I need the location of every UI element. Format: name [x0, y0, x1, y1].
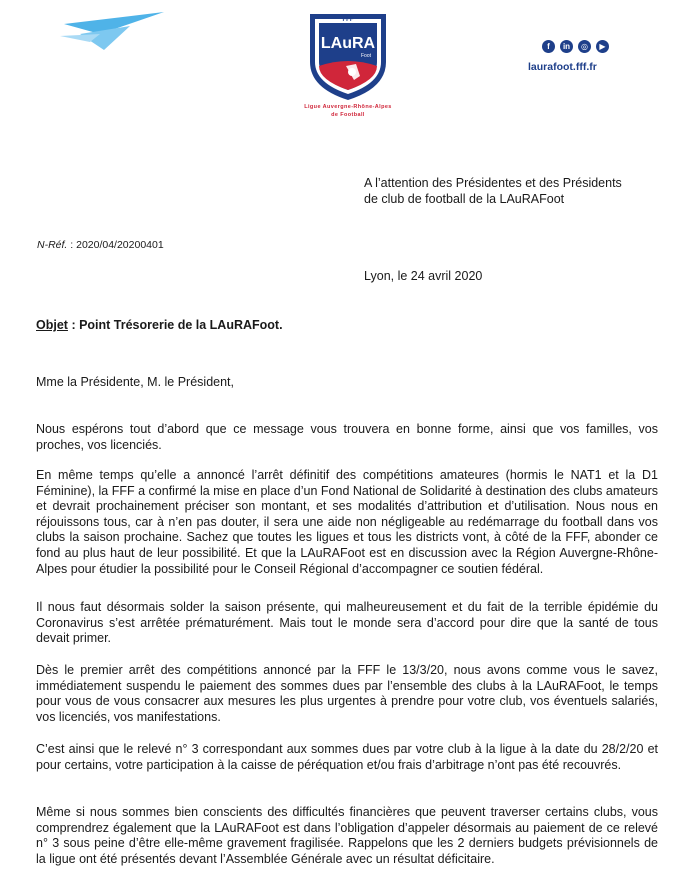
reference-label: N-Réf. [37, 239, 68, 251]
letter-date: Lyon, le 24 avril 2020 [364, 269, 483, 283]
brand-arrow-logo [60, 12, 164, 52]
subject-text: : Point Trésorerie de la LAuRAFoot. [71, 318, 283, 332]
linkedin-icon[interactable]: in [560, 40, 573, 53]
body-paragraph: Il nous faut désormais solder la saison présente, qui malheureusement et du fait de la terrible épidémie du Coronavirus s’est arrêtée prématurément. Mais tout le monde sera d’accord pour dire que la santé de tous devait primer. [36, 600, 658, 646]
crest-sub-text: Foot [360, 53, 372, 59]
crest-name-text: LAuRA [320, 35, 376, 52]
body-paragraph: Dès le premier arrêt des compétitions annoncé par la FFF le 13/3/20, nous avons comme vous le savez, immédiatement suspendu le paiement des sommes dues par l’ensemble des clubs à la LAuRAFoot, le temps pour vous de vous consacrer aux mesures les plus urgentes à prendre pour votre club, vos éventuels salariés, vos licenciés, vos manifestations. [36, 663, 658, 724]
body-paragraph: Nous espérons tout d’abord que ce message vous trouvera en bonne forme, ainsi que vos familles, vos proches, vos licenciés. [36, 422, 658, 452]
address-line-1: A l’attention des Présidentes et des Présidents [364, 176, 622, 190]
league-name-line1: Ligue Auvergne-Rhône-Alpes [304, 104, 392, 110]
recipient-address [364, 176, 664, 207]
youtube-icon[interactable]: ▶ [596, 40, 609, 53]
body-paragraph: Même si nous sommes bien conscients des difficultés financières que peuvent traverser certains clubs, vous comprendrez également que la LAuRAFoot est dans l’obligation d’appeler désormais au paiement de ce relevé n° 3 sous peine d’être elle-même gravement fragilisée. Rappelons que les 2 derniers budgets prévisionnels de la ligue ont été présentés devant l’Assemblée Générale avec un résultat déficitaire. [36, 805, 658, 866]
address-line-2: de club de football de la LAuRAFoot [364, 191, 565, 206]
body-paragraph: C’est ainsi que le relevé n° 3 correspondant aux sommes dues par votre club à la ligue à la date du 28/2/20 et pour certains, votre participation à la caisse de péréquation et/ou frais d’arbitrage n’ont pas été recouvrés. [36, 742, 658, 772]
reference-line [37, 238, 164, 254]
greeting: Mme la Présidente, M. le Président, [36, 375, 234, 389]
crest-top-text: FFF [342, 17, 354, 23]
instagram-icon[interactable]: ◎ [578, 40, 591, 53]
social-links [542, 40, 609, 53]
laurafoot-crest-logo [306, 10, 390, 102]
subject-line [36, 318, 283, 334]
reference-value: : 2020/04/20200401 [70, 239, 164, 251]
body-paragraph: En même temps qu’elle a annoncé l’arrêt définitif des compétitions amateures (hormis le NAT1 et la D1 Féminine), la FFF a confirmé la mise en place d’un Fond National de Solidarité à destination des clubs amateurs et devrait prochainement préciser son montant, et ses modalités d’attribution et d’utilisation. Nous nous en réjouissons tous, car à n’en pas douter, il sera une aide non négligeable au redémarrage du football dans vos clubs la saison prochaine. Sachez que toutes les ligues et tous les districts vont, à côté de la FFF, abonder ce fond au plus haut de leur possibilité. Et que la LAuRAFoot est en discussion avec la Région Auvergne-Rhône-Alpes pour étudier la possibilité pour le Conseil Régional d’accompagner ce soutien fédéral. [36, 468, 658, 576]
league-name-line2: de Football [331, 112, 365, 118]
facebook-icon[interactable]: f [542, 40, 555, 53]
subject-label: Objet [36, 318, 68, 332]
website-link[interactable]: laurafoot.fff.fr [528, 61, 597, 73]
